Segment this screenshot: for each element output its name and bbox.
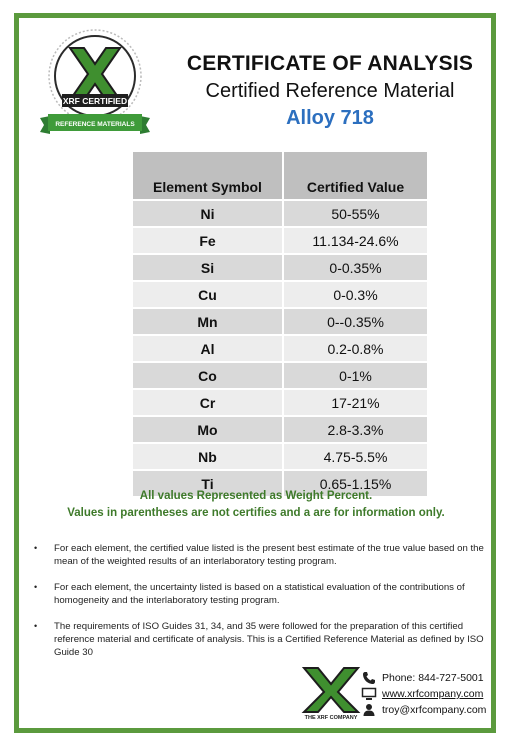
element-symbol: Al <box>133 335 283 362</box>
phone-icon <box>360 671 378 685</box>
xrf-company-logo <box>300 664 362 720</box>
certified-value: 2.8-3.3% <box>283 416 427 443</box>
alloy-name: Alloy 718 <box>286 107 374 129</box>
document-subtitle: Certified Reference Material <box>205 80 455 102</box>
bullet-icon: • <box>34 621 38 631</box>
table-row <box>133 335 427 362</box>
list-item <box>34 620 484 659</box>
website-row <box>360 686 486 702</box>
element-symbol: Mo <box>133 416 283 443</box>
certified-value: 0.65-1.15% <box>283 470 427 496</box>
element-symbol: Cr <box>133 389 283 416</box>
table-row <box>133 281 427 308</box>
column-header-certified-value: Certified Value <box>283 152 427 200</box>
element-symbol: Nb <box>133 443 283 470</box>
svg-text:XRF CERTIFIED: XRF CERTIFIED <box>62 96 128 106</box>
website-link[interactable]: www.xrfcompany.com <box>382 688 484 700</box>
certified-value: 0.2-0.8% <box>283 335 427 362</box>
table-row <box>133 254 427 281</box>
phone-row <box>360 670 486 686</box>
weight-percent-note <box>40 488 472 522</box>
bullet-text: For each element, the uncertainty listed is based on a statistical evaluation of the contributions of homogeneity and the interlaboratory testing program. <box>54 582 465 606</box>
svg-text:THE XRF COMPANY: THE XRF COMPANY <box>304 715 358 720</box>
table-row <box>133 227 427 254</box>
svg-text:REFERENCE MATERIALS: REFERENCE MATERIALS <box>55 121 135 128</box>
computer-icon <box>360 687 378 701</box>
certified-value: 0-0.35% <box>283 254 427 281</box>
certified-value: 17-21% <box>283 389 427 416</box>
bullet-list <box>34 542 484 672</box>
table-row <box>133 200 427 227</box>
document-title: CERTIFICATE OF ANALYSIS <box>186 52 474 75</box>
table-row <box>133 443 427 470</box>
bullet-icon: • <box>34 582 38 592</box>
note-line-1: All values Represented as Weight Percent. <box>139 490 373 502</box>
email-row <box>360 702 486 718</box>
certified-value: 0-1% <box>283 362 427 389</box>
certified-value: 11.134-24.6% <box>283 227 427 254</box>
certified-value: 50-55% <box>283 200 427 227</box>
element-symbol: Mn <box>133 308 283 335</box>
certified-value: 0--0.35% <box>283 308 427 335</box>
table-row <box>133 416 427 443</box>
element-symbol: Co <box>133 362 283 389</box>
list-item <box>34 581 484 607</box>
element-symbol: Ni <box>133 200 283 227</box>
bullet-text: For each element, the certified value listed is the present best estimate of the true value based on the mean of the weighted results of an interlaboratory testing program. <box>54 543 484 567</box>
phone-text: Phone: 844-727-5001 <box>382 672 484 684</box>
email-text[interactable]: troy@xrfcompany.com <box>382 704 487 716</box>
table-row <box>133 308 427 335</box>
list-item <box>34 542 484 568</box>
element-symbol: Fe <box>133 227 283 254</box>
certified-value: 4.75-5.5% <box>283 443 427 470</box>
element-symbol: Ti <box>133 470 283 496</box>
title-block <box>170 52 490 130</box>
bullet-icon: • <box>34 543 38 553</box>
certified-values-table <box>133 152 427 496</box>
certified-value: 0-0.3% <box>283 281 427 308</box>
contact-info <box>360 670 486 718</box>
element-symbol: Si <box>133 254 283 281</box>
element-symbol: Cu <box>133 281 283 308</box>
table-row <box>133 362 427 389</box>
note-line-2: Values in parentheses are not certifies and a are for information only. <box>67 507 445 519</box>
column-header-element-symbol: Element Symbol <box>133 152 283 200</box>
xrf-certified-seal-logo <box>36 24 154 142</box>
table-row <box>133 389 427 416</box>
table-header-row <box>133 152 427 200</box>
bullet-text: The requirements of ISO Guides 31, 34, and 35 were followed for the preparation of this certified reference material and certificate of analysis. This is a Certified Reference Material as defined by ISO Guide 30 <box>54 621 484 658</box>
person-icon <box>360 703 378 717</box>
